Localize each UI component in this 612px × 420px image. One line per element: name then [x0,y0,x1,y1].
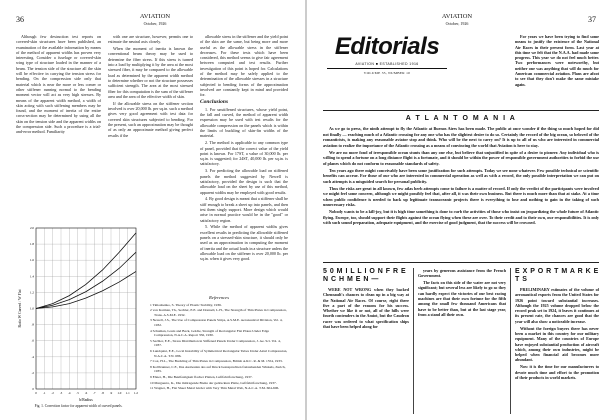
reference-item: 1 Timoshenko, S. Theory of Elastic Stability, 1936. [150,302,222,307]
reference-item: 2 von Karman, Th., Sechler, E.E. and Donnell, L.H., The Strength of Thin Plates in Compression, Trans. A.S.M.E. 1932. [150,308,287,317]
reference-item: 3 Newell, J.S., The Use of Compression Panels Strips, A.S.M.E. Aeronautical Division, Vol. 4, 1932. [150,318,283,327]
column-rule [413,268,414,414]
conclusion-item: 2. The method is applicable to any common type of panel, provided that the correct value of the yield point is known. For 17ST, a value of 30,000 lb. per sq.in. is suggested; for 24ST, 40,000 lb. per sq.in. is satisfactory. [200,140,288,167]
atlanto-top-rule [323,110,599,111]
y-tick-label: 1.6 [30,258,34,263]
fifty-para: years by generous assistance from the French Government. [418,268,506,279]
export-para: PRELIMINARY estimates of the volume of aeronautical exports from the United States for 1926 point toward substantial increases. Although the 1925 volume dropped below the record peak set in 1924, it leaves it continues at its present rate, the chances are good that the year will also show a noticeable increase. [515,287,599,324]
section-divider [323,262,599,263]
left-col-1 [16,34,101,220]
right-page [307,0,612,420]
export-para: Now it is the time for our manufacturers to devote much time and effort to the promotion of their products in world markets. [515,364,599,380]
reference-item: 4 Schuman, Louis and Back, Goldie, Strength of Rectangular Flat Plates Under Edge Compression, N.A.C.A. Report 356, 1930. [150,328,270,338]
y-axis-label: Ratio W Curved / W Flat [18,289,22,328]
reference-item: 11 Wagner, H., Flat Sheet Metal Girder with Very Thin Metal Web, N.A.C.A. T.M. 604-606. [150,386,280,391]
x-tick-label: 1.2 [134,391,138,395]
right-running-title: AVIATION [441,13,473,20]
fifty-para: The facts on this side of the water are not very significant; but several less are likely to go so they can hardly expect the victories of our best racing machines are that their own fortune for the fifth among the small few thousand Americans that have to be better than, but at the last stage year, from a stand all their own. [418,280,506,317]
left-col-3 [200,34,288,294]
conclusion-item: 3. For predicting the allowable load on stiffened panels the method suggested by Newell is satisfactory, provided the design is such that the allowable load on the sheet by use of this method, apparent widths may be employed with good results. [200,168,288,195]
left-col2-para: When the moment of inertia is known the conventional beam theory may be used to determine the fiber stress. If this stress is turned into a load by multiplying it by the area at the most stressed fiber, it may be compared to the allowable load as determined by the apparent width method to determine whether or not the structure possesses sufficient strength. The area at the most stressed fiber for this computation is the sum of the stiffener area and the area of the effective width of skin. [108,46,193,99]
conclusion-item: 5. While the method of apparent widths gives excellent results in predicting the allowable stiffened panels on a stressed-skin structure, it should only be used as an approximation in computing the moment of inertia and the actual loads in a structure unless the allowable load on the stiffener is over 20,000 lb. per sq.in. when it gives very good. [200,224,288,262]
references [150,296,288,392]
right-running-date: October, 1926 [445,21,469,26]
fifty-million-col [323,268,409,414]
y-tick-label: .6 [31,338,34,343]
atlanto-para: We are no more fond of irresponsible ocean stunts than any one else, but believe that unjustified in spite of a desire to pioneer. Any individual who is willing to spend a fortune on a long distance flight is a fortunate, and it should be within the power of responsible government authorities to forbid the use of planes which do not conform to reasonable standards of safety. [323,149,599,166]
figure-1-caption: Fig. 1. Correction factor for apparent width of curved panels. [34,404,123,408]
left-col3-para: allowable stress in the stiffener and the yield point of the skin are the same, but being more and more useful as the allowable stress in the stiffener decreases. For these tests which have been considered, this method seems to give fair agreement between computed and test results. Further investigation of this point is hoped for. Calculations of the method may be safely applied to the determination of the allowable stresses in a structure subjected to bending forms of the approximation involved are constantly kept in mind and provided for. [200,34,288,98]
y-tick-label: 0 [32,387,34,391]
left-running-head [110,13,200,27]
export-markets-col [515,268,599,414]
column-rule [510,268,511,414]
right-page-number: 37 [588,15,596,24]
left-running-title: AVIATION [139,13,171,20]
reference-item: 7 Cox, H.L., The Buckling of Thin Plates in Compression, British A.R.C. R. & M. 1554, 1933. [150,359,283,364]
references-heading: References [209,296,229,300]
y-tick-label: 1.4 [30,274,34,279]
x-tick-label: 1.1 [125,391,130,395]
x-tick-label: .8 [101,391,104,395]
editorials-masthead [327,34,447,75]
fifty-million-heading: 5 0 M I L L I O N F R E N C H M E N — [323,268,407,283]
atlanto-para: Thus the risks are great in all known, few atlas herb attempts come to failure is a matter of record. If only the verdict of the participants were involved we might feel some concern, although we might possibly feel that, after all, it was their own business. But there is much more than that at stake. At a time when public confidence is needed to back up legitimate transoceanic projects there is everything to lose and nothing to gain in the taking of such unnecessary risks. [323,185,599,207]
x-axis-label: b/Radius [79,398,93,402]
chart-svg [16,224,141,404]
x-tick-label: .2 [51,391,54,395]
masthead-subtitle: AVIATION ■ ESTABLISHED 1916 [355,62,419,66]
left-col2-para: If the allowable stress on the stiffener section involved is over 20,000 lb. per sq.in. such a method gives very good agreement with test data for covered skin structures subjected to bending. For the present, such an approximation may be thought of as only an approximate method giving perfect results if the [108,100,193,138]
atlanto-para: Ten years ago there might conceivably have been some justification for such attempts. Today we see none whatever. Few possible technical or scientific benefits can accrue. For those of our who are interested in commercial operation as well as with a record, the only possible interpretation we can put on such attempts is a misguided search for personal publicity. [323,167,599,184]
atlanto-para: As we go to press, the ninth attempt to fly the Atlantic at Buenos Aires has been made. The public at once wonder if the thing so much hoped for did not finally — reaching much of a Atlantic crossing for any one who has the slightest desire to do so. Certainly the record of the big ocean, so beloved of the romanticists, is making any reasonable aviator stop and think. Who will be the next to carry on? It is up to all of us who are interested in commercial aviation to realize the importance of the Atlantic crossing as a means of convincing the world that Aviation is here to stay. [323,126,599,148]
x-tick-label: .3 [59,391,63,395]
y-tick-label: .4 [31,354,34,359]
left-col-2 [108,34,193,220]
export-markets-heading: E X P O R T M A R K E T S [515,268,599,283]
left-col2-para: with one are structure, however, permits one to estimate the neutral axis closely. [108,34,193,45]
right-top-col [515,34,599,116]
x-tick-label: .4 [68,391,71,395]
figure-1-chart [16,224,141,414]
atlantomania-heading: A T L A N T O M A N I A [405,115,517,122]
reference-item: 5 Sechler, E.E., Stress Distribution in Stiffened Panels Under Compression, J. Ae. Sci. Vol. 4, 1937. [150,338,281,348]
right-running-head [412,13,502,27]
y-tick-label: 1.0 [30,306,34,311]
y-tick-label: 1.8 [30,242,34,247]
y-tick-label: 2.0 [30,226,34,230]
reference-item: 10 Marguerre, K., Die mittragende Breite der gedruckten Platte, Luftfahrtforschung, 1937. [150,380,277,385]
reference-item: 9 Ebner, H., Die Beulfestigkeit flacher Platten, Luftfahrtforschung, 1937. [150,374,253,379]
left-running-date: October, 1926 [143,21,167,26]
x-tick-label: .1 [43,391,46,395]
x-tick-label: 1.0 [117,391,122,395]
masthead-rule [327,68,447,69]
x-tick-label: .6 [84,391,88,395]
fifty-para: WERE NOT WRONG when they backed Chennault's chances to clean up in a big way at the National Air Races. Of course, right there five a part of the reasons for his success. Whether we like it or not, all of the hills were fourth contenders in the Amiot, but the Caudron racer was ordered to what specification ships that have been helped along for [323,287,409,330]
y-tick-label: .2 [31,370,34,375]
y-tick-label: .8 [31,322,34,327]
masthead-volume: VOLUME 35, NUMBER 10 [363,71,411,75]
conclusions-heading: Conclusions [200,98,229,105]
left-page [0,0,305,420]
atlantomania-body [323,126,599,258]
x-tick-label: .9 [109,391,113,395]
left-col1-para: Although few destruction test reports on covered-skin structures have been published, an examination of the available information by means of the method of apparent widths has proven very interesting. Consider a fuselage or covered-skin wing type of structure loaded in the manner of a beam. The tension side of the structure all the skin will be effective in carrying the tension stress for bending. On the compression side only that material which is near the more or less comer or other stiffener running normal to the bending moment vector will act as very high stresses. By means of the apparent width method, a width of skin acting with such stiffening members may be found, and the moment of inertia of the entire cross-section may be determined by using all the skin on the tension side and the apparent widths on the compression side. Such a procedure is a trial-and-error method. Familiarity [16,34,101,135]
fifty-million-col-2 [418,268,506,414]
export-para: Without the foreign buyers there has never been a market in this country for our military equipment. Many of the countries of Europe have enjoyed substantial production of aircraft which, among their own industries, might be helped when financial aid becomes more abundant. [515,325,599,363]
atlanto-para: Nobody wants to be a kill-joy, but it is high time something is done to curb the activities of those who insist on jeopardizing the whole future of Atlantic flying. Europe, too, should support their flights against the ocean flying when these are over. To their credit and to their own, our responsibilities. It is only with such sound preparation, adequate equipment, and the exercise of good judgment, that the success will be crowned. [323,209,599,225]
reference-item: 6 Lundquist, E.E., Local Instability of Symmetrical Rectangular Tubes Under Axial Compression, N.A.C.A. T.N. 686. [150,348,288,358]
x-tick-label: .5 [76,391,79,395]
y-tick-label: 1.2 [30,290,34,295]
conclusion-item: 4. By good design is meant that a stiffener shall be stiff enough to break a sheet up into panels, and then test them singly support. More design which would arise in normal practice would be in the "good" or satisfactory region. [200,196,288,223]
intro-para: For years we have been trying to find some means to justify the existence of the National Air Races in their present form. Last year at this time we felt that the N.A.A. had made some progress. This year we do not feel much better. Two performances were noteworthy, but neither one was anything that will do much for American commercial aviation. Plans are afoot to see that they don't make the same mistake again. [515,34,599,87]
reference-item: 8 Kollbrunner, C.F., Das Ausbeulen des auf Druck beanspruchten freistehenden Winkels, Zurich, 1935. [150,364,286,374]
conclusion-item: 1. For unstiffened structures, whose yield point, the fall and curved, the method of apparent width expression may be used with test results for the allowable compression on the panels which is within the limits of buckling of skin-fin widths of the material. [200,106,288,139]
x-tick-label: 0 [35,391,37,395]
left-page-number: 36 [16,15,24,24]
x-tick-label: .7 [93,391,96,395]
masthead-title: Editorials [334,33,440,60]
